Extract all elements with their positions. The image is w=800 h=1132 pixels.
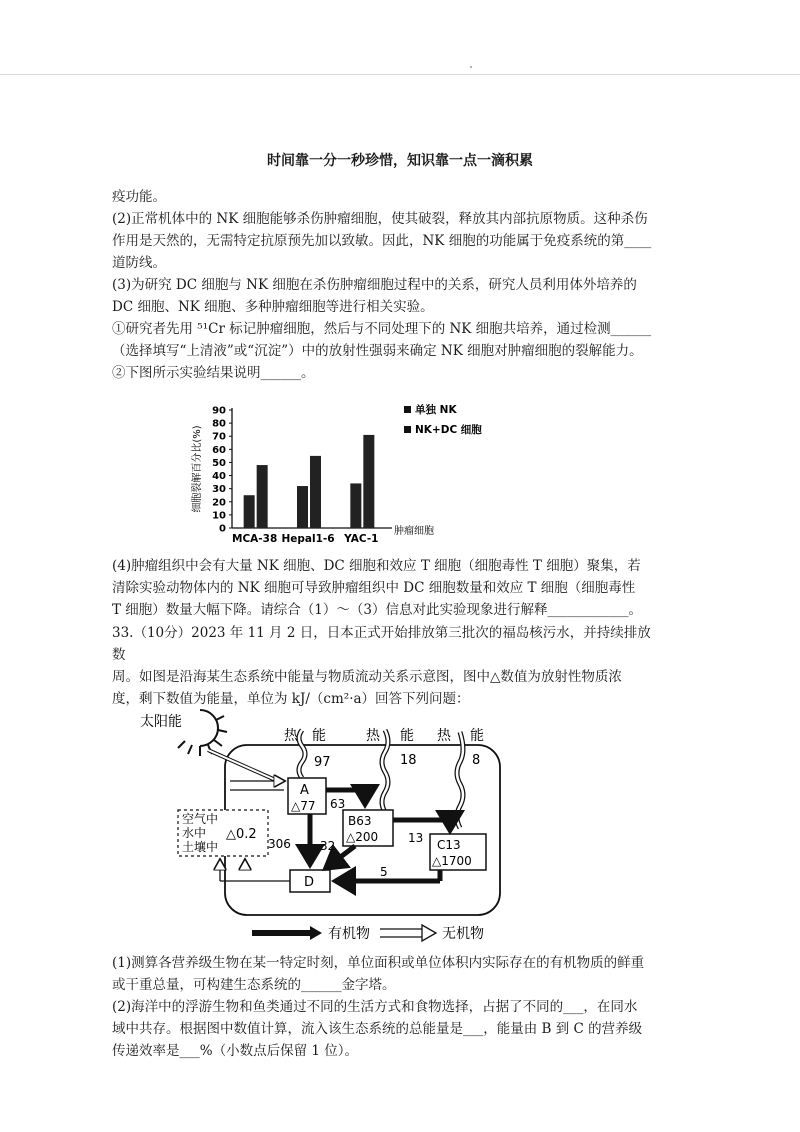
- text-line: 33.（10分）2023 年 11 月 2 日，日本正式开始排放第三批次的福岛核污水，并持续排放数: [112, 625, 651, 663]
- text-line: ①研究者先用 ⁵¹Cr 标记肿瘤细胞，然后与不同处理下的 NK 细胞共培养，通过检测______: [112, 321, 652, 337]
- text-line: (3)为研究 DC 细胞与 NK 细胞在杀伤肿瘤细胞过程中的关系，研究人员利用体外培养的: [112, 277, 637, 293]
- text-line: (2)正常机体中的 NK 细胞能够杀伤肿瘤细胞，使其破裂，释放其内部抗原物质。这种杀伤: [112, 211, 648, 227]
- node-c-label: C13: [437, 838, 461, 852]
- abiotic-label: 土壤中: [182, 840, 219, 854]
- text-line: (4)肿瘤组织中会有大量 NK 细胞、DC 细胞和效应 T 细胞（细胞毒性 T 细胞）聚集，若: [112, 558, 641, 574]
- sun-icon: [178, 710, 227, 756]
- bar-single-nk: [297, 486, 308, 528]
- node-a-label: A: [300, 783, 309, 798]
- page-top-rule: [0, 74, 800, 75]
- y-tick-label: 70: [212, 431, 226, 443]
- heat-label: 热: [366, 728, 380, 744]
- heat-label: 热: [284, 728, 298, 744]
- y-tick-label: 50: [212, 457, 226, 469]
- legend-organic-label: 有机物: [328, 926, 370, 942]
- text-line: 作用是天然的，无需特定抗原预先加以致敏。因此，NK 细胞的功能属于免疫系统的第____: [112, 233, 652, 249]
- y-tick-label: 10: [212, 510, 226, 522]
- heat-value-b: 18: [400, 753, 417, 768]
- x-tick-label: MCA-38: [232, 533, 278, 545]
- node-d-label: D: [304, 875, 315, 890]
- y-tick-label: 0: [219, 523, 226, 535]
- text-line: 传递效率是___%（小数点后保留 1 位）。: [112, 1043, 358, 1059]
- question-33-parts: [112, 952, 652, 1062]
- abiotic-label: 水中: [182, 826, 207, 840]
- flow-ad-value: 306: [268, 837, 291, 851]
- legend-label: NK+DC 细胞: [415, 424, 482, 436]
- flow-cd-value: 5: [380, 865, 388, 879]
- sun-label: 太阳能: [140, 714, 182, 730]
- x-tick-label: Hepal1-6: [281, 533, 335, 545]
- legend-swatch: [404, 426, 411, 433]
- bar-nk-dc: [257, 465, 268, 528]
- question-4-block: [112, 555, 652, 621]
- text-line: (2)海洋中的浮游生物和鱼类通过不同的生活方式和食物选择，占据了不同的___，在同水: [112, 999, 638, 1015]
- abiotic-label: 空气中: [182, 812, 219, 826]
- flow-ab-value: 63: [330, 797, 346, 811]
- x-tick-label: YAC-1: [344, 533, 379, 545]
- heat-label: 热: [437, 728, 451, 744]
- text-line: 周。如图是沿海某生态系统中能量与物质流动关系示意图，图中△数值为放射性物质浓: [112, 669, 622, 685]
- text-line: ②下图所示实验结果说明______。: [112, 365, 315, 381]
- text-line: DC 细胞、NK 细胞、多种肿瘤细胞等进行相关实验。: [112, 299, 434, 315]
- text-line: 度，剩下数值为能量，单位为 kJ/（cm²·a）回答下列问题：: [112, 691, 470, 707]
- text-line: T 细胞）数量大幅下降。请综合（1）～（3）信息对此实验现象进行解释____________。: [112, 602, 642, 618]
- flow-bd-value: 32: [320, 839, 336, 853]
- node-a-value: △77: [291, 799, 316, 813]
- energy-label: 能: [312, 728, 326, 744]
- energy-label: 能: [470, 728, 484, 744]
- bar-nk-dc: [310, 456, 321, 528]
- heat-value-c: 8: [472, 753, 481, 768]
- node-c-value: △1700: [432, 854, 472, 868]
- heat-value-a: 97: [314, 755, 331, 770]
- y-tick-label: 30: [212, 484, 226, 496]
- flow-bc-value: 13: [408, 831, 424, 845]
- abiotic-value: △0.2: [226, 827, 257, 842]
- text-line: 道防线。: [112, 255, 166, 271]
- node-b-value: △200: [346, 830, 379, 844]
- text-line: 疫功能。: [112, 189, 166, 205]
- text-line: 或干重总量，可构建生态系统的______金字塔。: [112, 977, 396, 993]
- legend-label: 单独 NK: [415, 404, 457, 416]
- ecosystem-flow-diagram: [140, 700, 520, 945]
- y-axis-label: 细胞裂解百分比(%): [192, 425, 203, 513]
- y-tick-label: 80: [212, 418, 226, 430]
- y-tick-label: 40: [212, 471, 226, 483]
- text-line: 清除实验动物体内的 NK 细胞可导致肿瘤组织中 DC 细胞数量和效应 T 细胞（细胞毒性: [112, 580, 636, 596]
- y-tick-label: 20: [212, 497, 226, 509]
- legend-swatch: [404, 406, 411, 413]
- question-text-block: [112, 186, 652, 384]
- nk-lysis-bar-chart: [160, 395, 500, 545]
- y-tick-label: 60: [212, 444, 226, 456]
- text-line: 域中共存。根据图中数值计算，流入该生态系统的总能量是___，能量由 B 到 C 的营养级: [112, 1021, 643, 1037]
- text-line: (1)测算各营养级生物在某一特定时刻，单位面积或单位体积内实际存在的有机物质的鲜重: [112, 955, 645, 971]
- legend-inorganic-label: 无机物: [442, 926, 484, 942]
- scan-speck: [470, 66, 472, 68]
- y-tick-label: 90: [212, 405, 226, 417]
- page-header-motto: 时间靠一分一秒珍惜，知识靠一点一滴积累: [267, 153, 533, 169]
- bar-single-nk: [350, 483, 361, 528]
- bar-single-nk: [244, 495, 255, 528]
- x-axis-label: 肿瘤细胞: [394, 526, 434, 537]
- node-b-label: B63: [348, 814, 372, 828]
- bar-nk-dc: [363, 435, 374, 528]
- text-line: （选择填写“上清液”或“沉淀”）中的放射性强弱来确定 NK 细胞对肿瘤细胞的裂解能力。: [112, 343, 643, 359]
- energy-label: 能: [400, 728, 414, 744]
- question-33-intro: [112, 622, 652, 710]
